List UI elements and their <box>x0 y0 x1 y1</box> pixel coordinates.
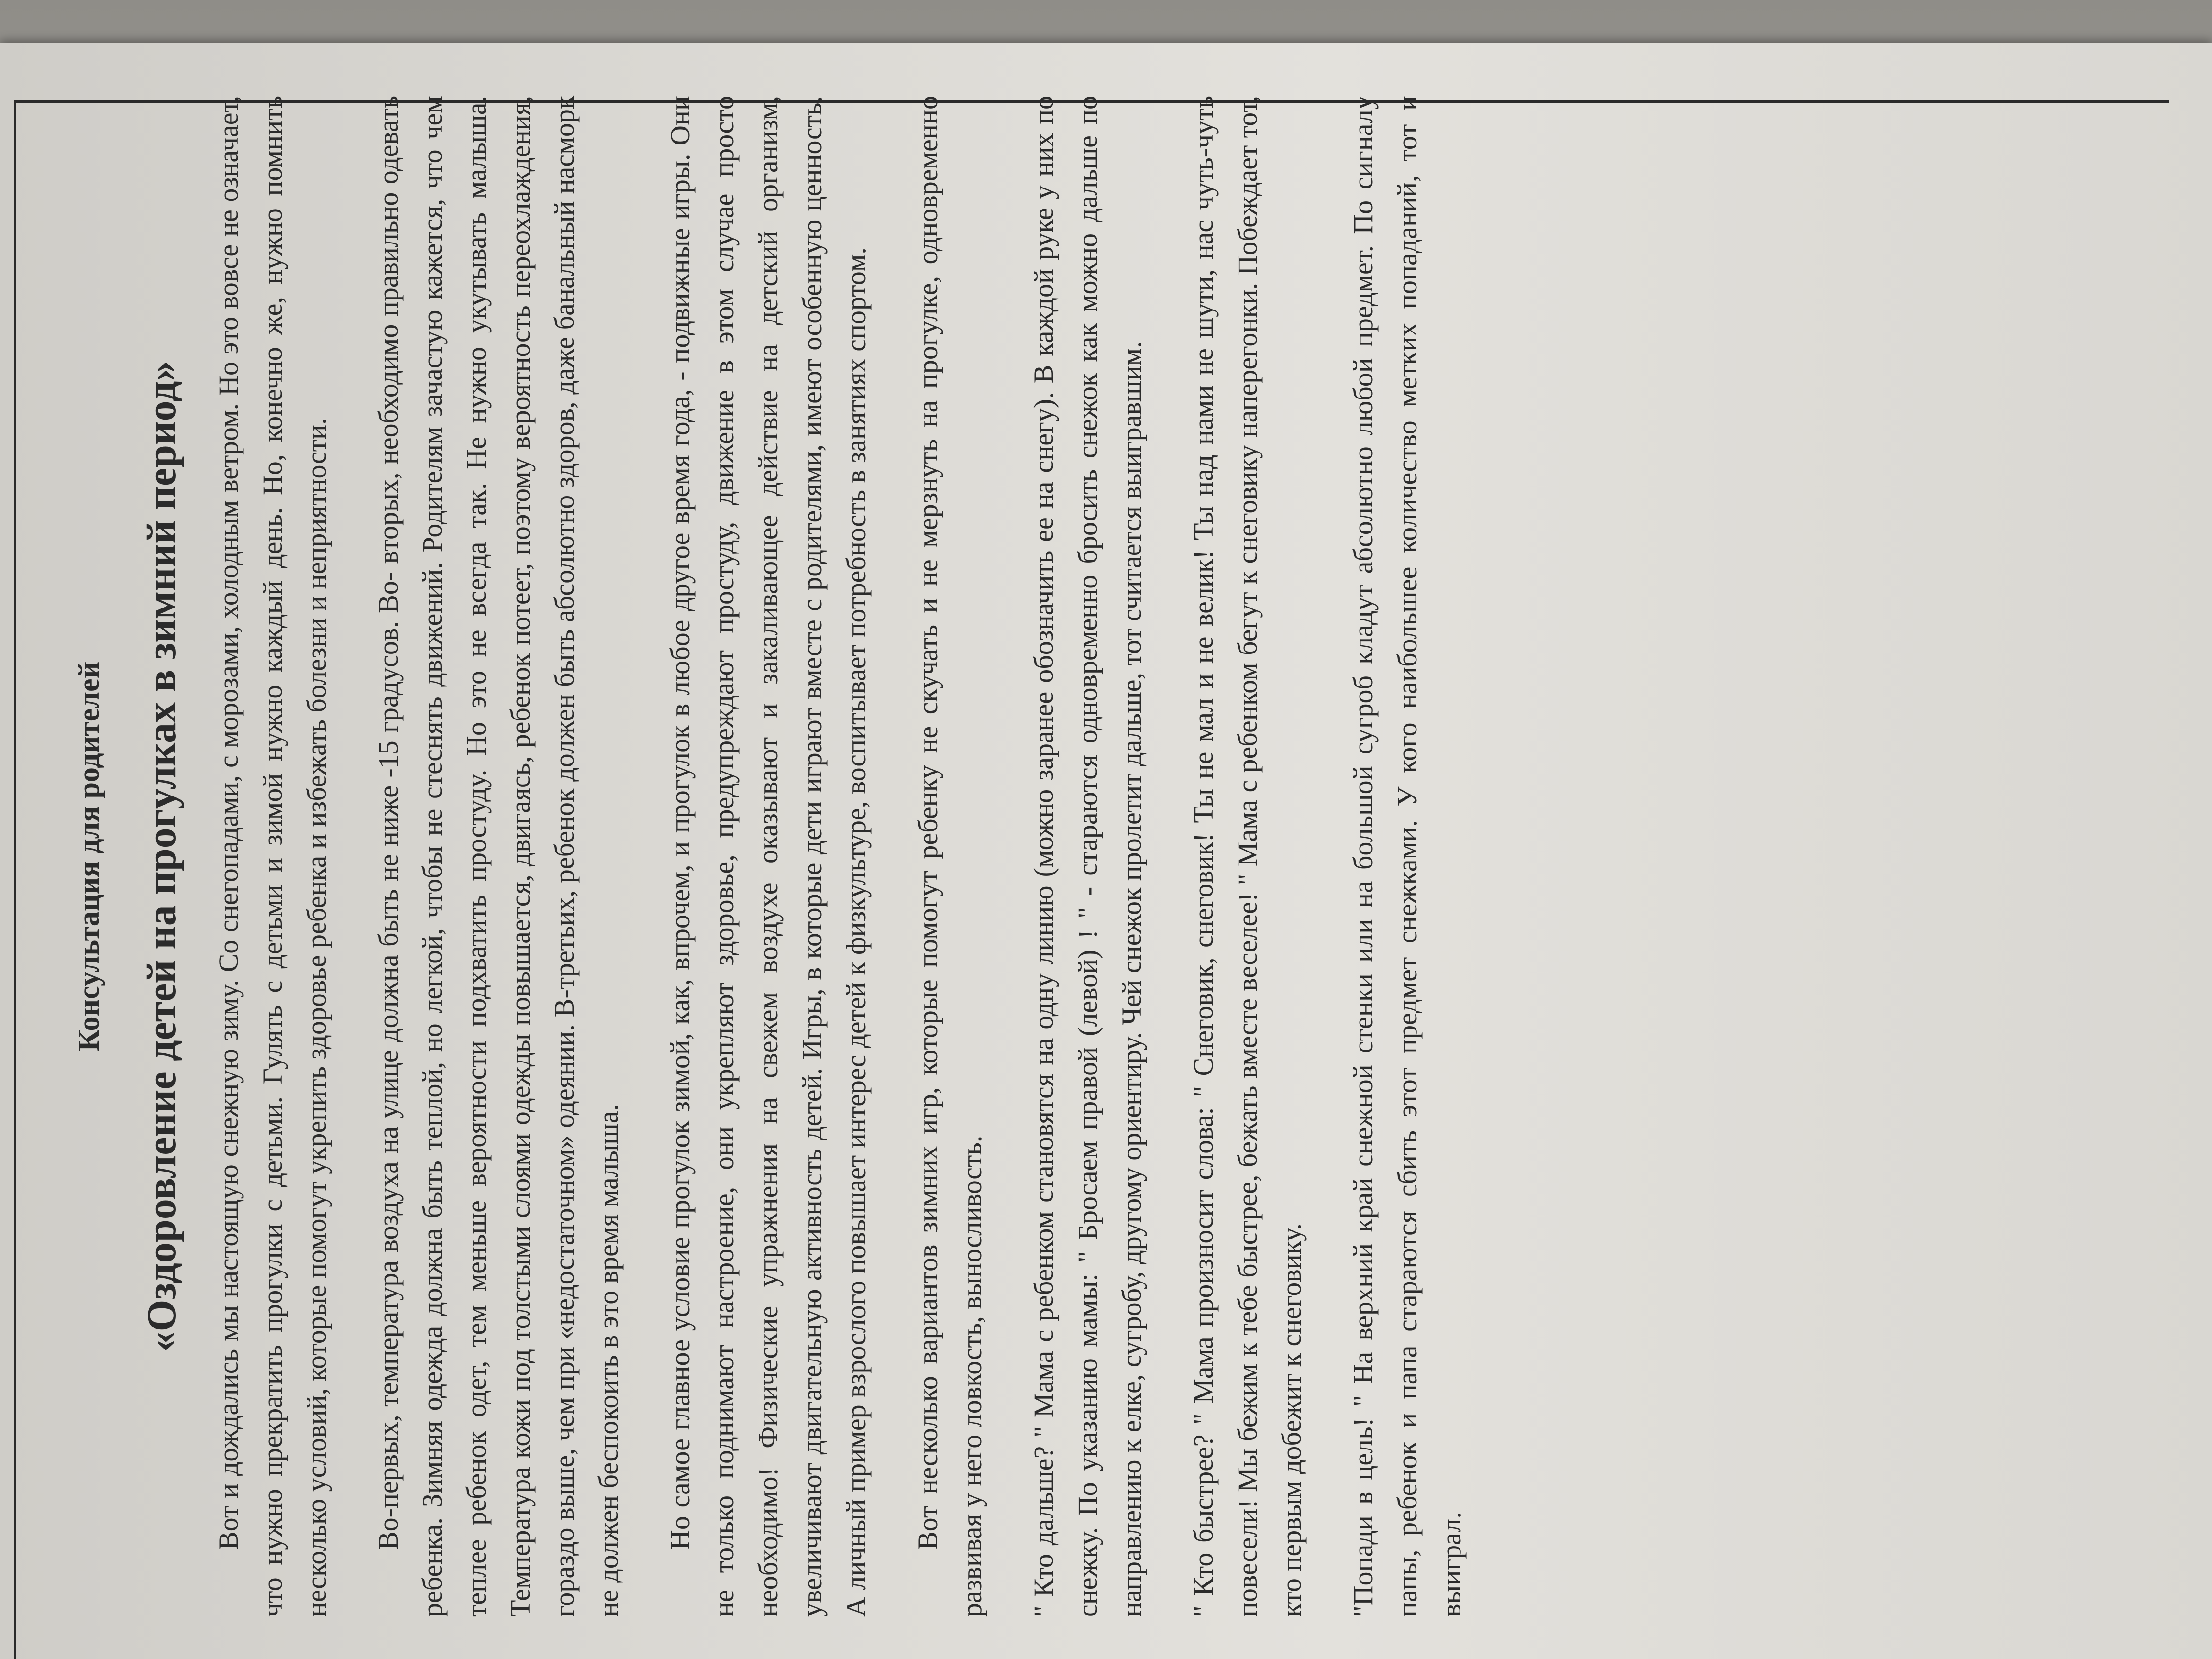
paragraph-game-farther: " Кто дальше? " Мама с ребенком становятся на одну линию (можно заранее обозначить ее на снегу). В каждой руке у них по снежку. По указанию мамы: " Бросаем правой (левой) ! " - стараются одновременно бросить снежок как можно дальше по направлению к елке, сугробу, другому ориентиру. Чей снежок пролетит дальше, тот считается выигравшим. <box>1028 96 1147 1617</box>
paragraph-intro: Вот и дождались мы настоящую снежную зиму. Со снегопадами, с морозами, холодным ветром. Но это вовсе не означает, что нужно прекратить прогулки с детьми. Гулять с детьми и зимой нужно каждый день. Но, конечно же, нужно помнить несколько условий, которые помогут укрепить здоровье ребенка и избежать болезни и неприятности. <box>213 96 332 1617</box>
document-kicker: Консультация для родителей <box>73 661 105 1051</box>
paragraph-conditions: Во-первых, температура воздуха на улице должна быть не ниже -15 градусов. Во- вторых, необходимо правильно одевать ребенка. Зимняя одежда должна быть теплой, но легкой, чтобы не стеснять движений. Родителям зачастую кажется, что чем теплее ребенок одет, тем меньше вероятности подхватить простуду. Но это не всегда так. Не нужно укутывать малыша. Температура кожи под толстыми слоями одежды повышается, двигаясь, ребенок потеет, поэтому вероятность переохлаждения, гораздо выше, чем при «недостаточном» одеянии. В-третьих, ребенок должен быть абсолютно здоров, даже банальный насморк не должен беспокоить в это время малыша. <box>373 96 624 1617</box>
paragraph-game-faster: " Кто быстрее? " Мама произносит слова: " Снеговик, снеговик! Ты не мал и не велик! Ты над нами не шути, нас чуть-чуть повесели! Мы бежим к тебе быстрее, бежать вместе веселее! " Мама с ребенком бегут к снеговику наперегонки. Побеждает тот, кто первым добежит к снеговику. <box>1188 96 1307 1617</box>
rotated-document <box>29 77 2143 1636</box>
paragraph-game-target: "Попади в цель! " На верхний край снежной стенки или на большой сугроб кладут абсолютно любой предмет. По сигналу папы, ребенок и папа стараются сбить этот предмет снежками. У кого наибольшее количество метких попаданий, тот и выиграл. <box>1348 96 1467 1617</box>
paragraph-variants: Вот несколько вариантов зимних игр, которые помогут ребенку не скучать и не мерзнуть на прогулке, одновременно развивая у него ловкость, выносливость. <box>912 96 987 1617</box>
paragraph-games: Но самое главное условие прогулок зимой, как, впрочем, и прогулок в любое другое время года, - подвижные игры. Они не только поднимают настроение, они укрепляют здоровье, предупреждают простуду, движение в этом случае просто необходимо! Физические упражнения на свежем воздухе оказывают и закаливающее действие на детский организм, увеличивают двигательную активность детей. Игры, в которые дети играют вместе с родителями, имеют особенную ценность. А личный пример взрослого повышает интерес детей к физкультуре, воспитывает потребность в занятиях спортом. <box>664 96 872 1617</box>
document-title: «Оздоровление детей на прогулках в зимний период» <box>138 360 184 1352</box>
